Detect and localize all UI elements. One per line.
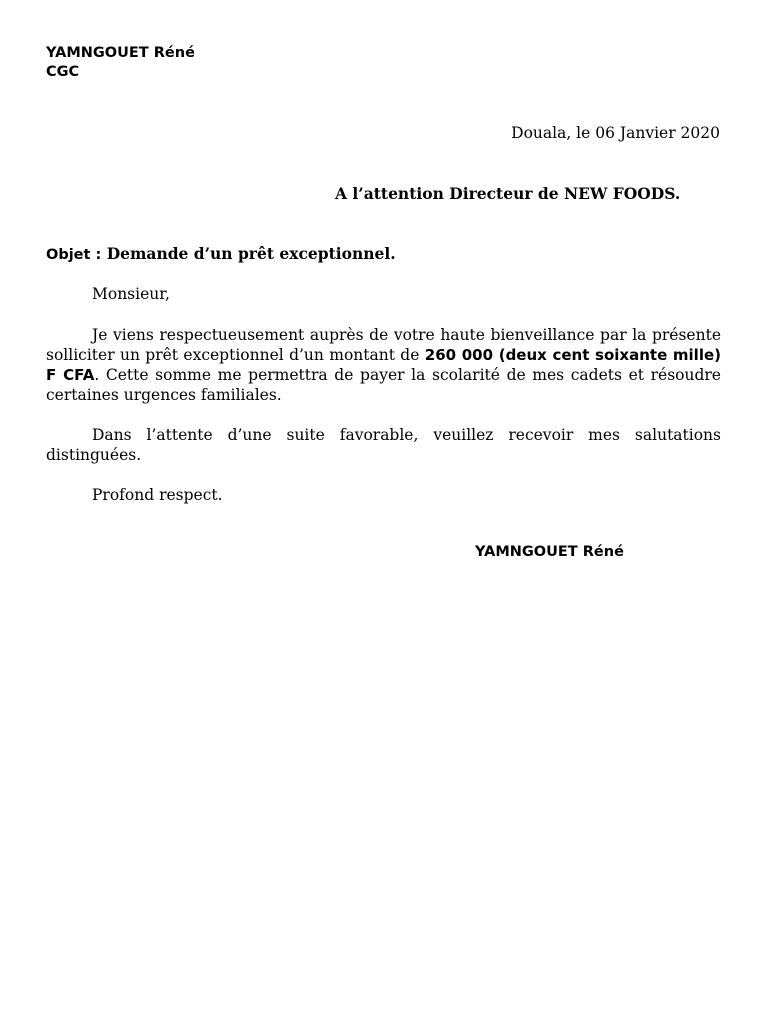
- sender-name: YAMNGOUET Réné: [46, 45, 195, 61]
- paragraph-request: [46, 325, 721, 405]
- subject-text: Demande d’un prêt exceptionnel.: [101, 244, 396, 263]
- recipient-line: A l’attention Directeur de NEW FOODS.: [335, 184, 681, 203]
- date-line: Douala, le 06 Janvier 2020: [511, 124, 720, 142]
- sender-department: CGC: [46, 64, 80, 80]
- salutation: Monsieur,: [92, 285, 170, 303]
- paragraph-request-after: . Cette somme me permettra de payer la scolarité de mes cadets et résoudre certaines urgences familiales.: [46, 366, 721, 404]
- loan-amount: 260 000 (deux cent soixante mille) F CFA: [46, 346, 721, 384]
- signature-name: YAMNGOUET Réné: [475, 544, 624, 560]
- subject-label: Objet :: [46, 247, 102, 263]
- closing-phrase: Profond respect.: [92, 486, 223, 504]
- subject-line: [46, 244, 396, 265]
- paragraph-closing-wish: Dans l’attente d’une suite favorable, veuillez recevoir mes salutations distinguées.: [46, 426, 721, 464]
- sender-block: [46, 44, 195, 82]
- letter-body: [46, 284, 721, 525]
- paragraph-request-before: Je viens respectueusement auprès de votre haute bienveillance par la présente solliciter un prêt exceptionnel d’un montant de: [46, 326, 721, 364]
